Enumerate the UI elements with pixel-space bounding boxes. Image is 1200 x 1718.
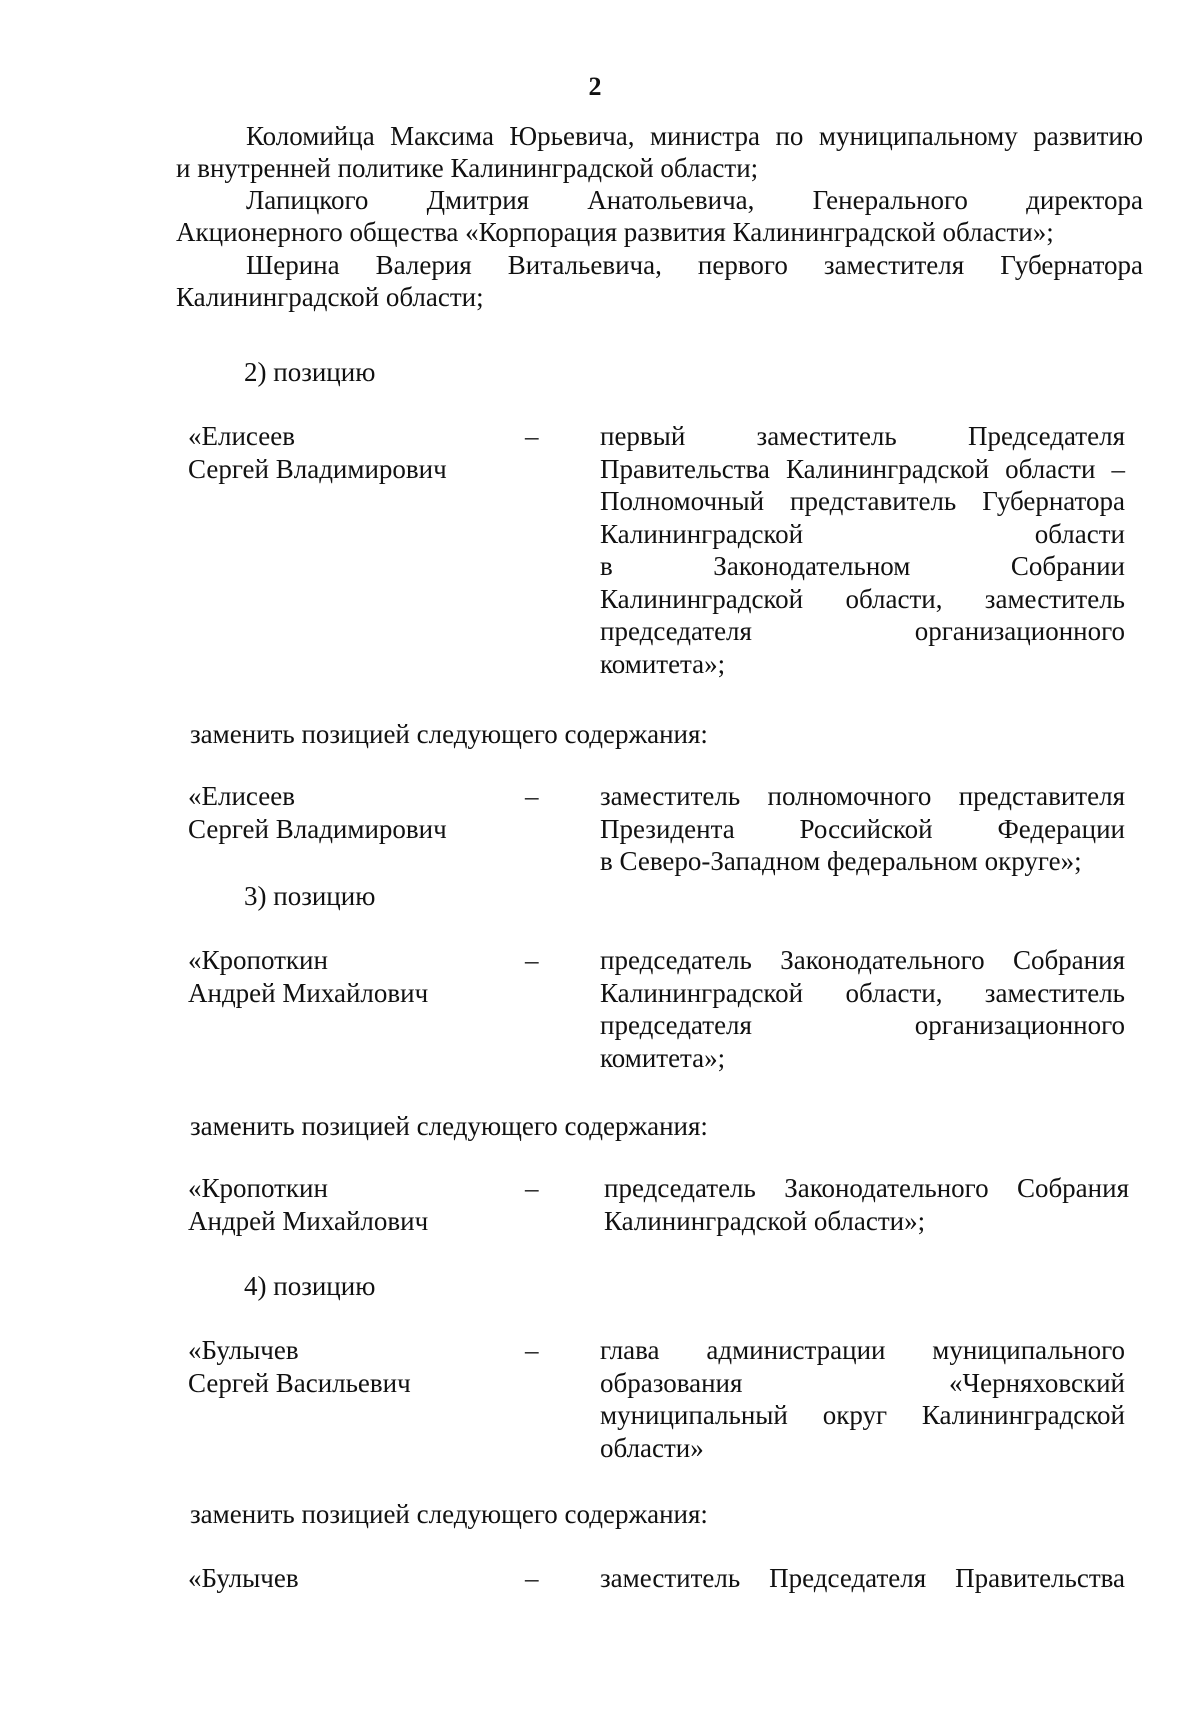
person-name: [188, 420, 488, 485]
person-name: [188, 780, 488, 845]
position-description: [600, 1334, 1125, 1464]
dash: –: [525, 1335, 539, 1365]
item-label: 4) позицию: [244, 1271, 376, 1301]
desc-line: председатель Законодательного Собрания: [600, 945, 1125, 975]
desc-line: председатель Законодательного Собрания: [604, 1173, 1129, 1203]
replace-instruction: заменить позицией следующего содержания:: [190, 1111, 708, 1141]
item-label: 2) позицию: [244, 357, 376, 387]
dash: –: [525, 1173, 539, 1203]
surname: «Кропоткин: [188, 945, 328, 975]
given-names: Сергей Владимирович: [188, 453, 447, 484]
given-names: Андрей Михайлович: [188, 1205, 429, 1236]
surname: «Булычев: [188, 1563, 299, 1593]
paragraph-line: и внутренней политике Калининградской области;: [176, 153, 759, 183]
desc-line: заместитель полномочного представителя: [600, 781, 1125, 811]
dash: –: [525, 945, 539, 975]
paragraph-line: Коломийца Максима Юрьевича, министра по муниципальному развитию: [246, 121, 1143, 151]
paragraph-line: Лапицкого Дмитрия Анатольевича, Генерального директора: [246, 185, 1143, 215]
item-label: 3) позицию: [244, 881, 376, 911]
desc-line: Калининградской области, заместитель: [600, 583, 1125, 614]
paragraph-line: Акционерного общества «Корпорация развития Калининградской области»;: [176, 217, 1054, 247]
desc-line: первый заместитель Председателя: [600, 421, 1125, 451]
desc-line: в Законодательном Собрании: [600, 551, 1125, 581]
desc-line: Калининградской области: [600, 518, 1125, 549]
position-description: [600, 780, 1125, 878]
desc-line: глава администрации муниципального: [600, 1335, 1125, 1365]
replace-instruction: заменить позицией следующего содержания:: [190, 719, 708, 749]
position-description: [600, 420, 1125, 680]
page-number: 2: [588, 72, 602, 101]
paragraph-line: Калининградской области;: [176, 282, 484, 312]
person-name: [188, 1334, 488, 1399]
desc-line: Калининградской области»;: [604, 1205, 926, 1236]
desc-line: комитета»;: [600, 1042, 726, 1073]
given-names: Андрей Михайлович: [188, 977, 429, 1008]
position-description: [604, 1172, 1129, 1237]
position-description: [600, 1562, 1125, 1595]
given-names: Сергей Владимирович: [188, 813, 447, 844]
desc-line: председателя организационного: [600, 1010, 1125, 1040]
desc-line: заместитель Председателя Правительства: [600, 1563, 1125, 1593]
desc-line: муниципальный округ Калининградской: [600, 1400, 1125, 1430]
desc-line: в Северо-Западном федеральном округе»;: [600, 846, 1082, 876]
desc-line: образования «Черняховский: [600, 1367, 1125, 1398]
given-names: Сергей Васильевич: [188, 1367, 411, 1398]
dash: –: [525, 1563, 539, 1593]
desc-line: Калининградской области, заместитель: [600, 977, 1125, 1008]
person-name: [188, 1172, 488, 1237]
desc-line: области»: [600, 1432, 704, 1463]
person-name: [188, 944, 488, 1009]
dash: –: [525, 421, 539, 451]
replace-instruction: заменить позицией следующего содержания:: [190, 1499, 708, 1529]
position-description: [600, 944, 1125, 1074]
paragraph-line: Шерина Валерия Витальевича, первого заместителя Губернатора: [246, 250, 1143, 280]
surname: «Кропоткин: [188, 1173, 328, 1203]
surname: «Елисеев: [188, 421, 295, 451]
desc-line: Президента Российской Федерации: [600, 813, 1125, 844]
surname: «Елисеев: [188, 781, 295, 811]
desc-line: комитета»;: [600, 648, 726, 679]
desc-line: Полномочный представитель Губернатора: [600, 486, 1125, 516]
desc-line: Правительства Калининградской области –: [600, 453, 1125, 484]
desc-line: председателя организационного: [600, 616, 1125, 646]
surname: «Булычев: [188, 1335, 299, 1365]
dash: –: [525, 781, 539, 811]
person-name: [188, 1562, 488, 1595]
